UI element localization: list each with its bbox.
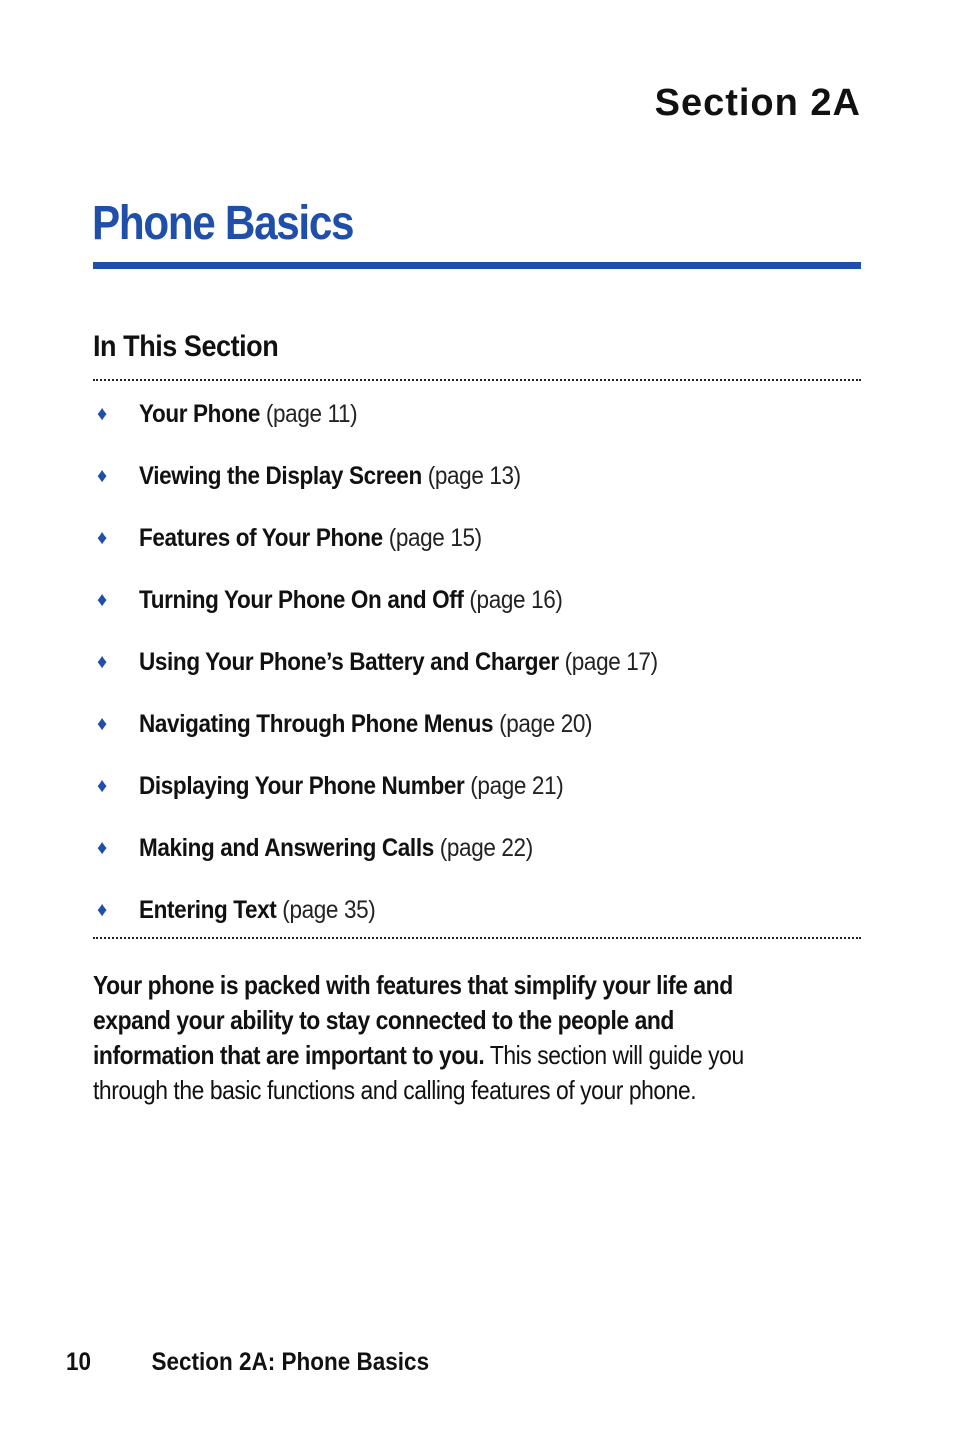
intro-paragraph	[93, 968, 797, 1108]
list-item[interactable]	[93, 766, 861, 828]
list-item[interactable]	[93, 580, 861, 642]
item-page: (page 11)	[265, 400, 358, 428]
item-title: Features of Your Phone	[139, 524, 383, 552]
page-number: 10	[66, 1348, 92, 1376]
diamond-bullet-icon: ♦	[97, 775, 108, 797]
item-page: (page 15)	[388, 524, 482, 552]
item-title: Making and Answering Calls	[139, 834, 434, 862]
diamond-bullet-icon: ♦	[97, 713, 108, 735]
diamond-bullet-icon: ♦	[97, 589, 108, 611]
item-page: (page 17)	[564, 648, 658, 676]
list-item[interactable]	[93, 890, 861, 952]
item-page: (page 16)	[469, 586, 563, 614]
in-this-section-heading: In This Section	[93, 330, 279, 363]
list-item[interactable]	[93, 704, 861, 766]
section-contents-list	[93, 394, 861, 952]
title-rule	[93, 262, 861, 269]
dotted-divider-bottom	[93, 937, 861, 939]
item-page: (page 21)	[470, 772, 564, 800]
item-page: (page 35)	[282, 896, 376, 924]
item-title: Your Phone	[139, 400, 260, 428]
item-title: Turning Your Phone On and Off	[139, 586, 464, 614]
diamond-bullet-icon: ♦	[97, 899, 108, 921]
list-item[interactable]	[93, 642, 861, 704]
item-title: Entering Text	[139, 896, 277, 924]
diamond-bullet-icon: ♦	[97, 403, 108, 425]
intro-bold-text: Your phone is packed with features that simplify your life and expand your ability to stay connected to the people and information that are important to you.	[93, 970, 733, 1070]
item-page: (page 20)	[499, 710, 593, 738]
list-item[interactable]	[93, 394, 861, 456]
diamond-bullet-icon: ♦	[97, 465, 108, 487]
list-item[interactable]	[93, 828, 861, 890]
page-title: Phone Basics	[92, 197, 354, 250]
diamond-bullet-icon: ♦	[97, 651, 108, 673]
page-footer	[66, 1348, 429, 1377]
section-label: Section 2A	[654, 82, 861, 124]
item-title: Using Your Phone’s Battery and Charger	[139, 648, 559, 676]
list-item[interactable]	[93, 518, 861, 580]
running-title: Section 2A: Phone Basics	[151, 1348, 430, 1376]
item-title: Navigating Through Phone Menus	[139, 710, 494, 738]
item-title: Displaying Your Phone Number	[139, 772, 465, 800]
intro-normal-text: This section will guide you through the basic functions and calling features of your phone.	[93, 1040, 744, 1105]
diamond-bullet-icon: ♦	[97, 837, 108, 859]
item-page: (page 22)	[439, 834, 533, 862]
item-page: (page 13)	[427, 462, 521, 490]
dotted-divider-top	[93, 379, 861, 381]
diamond-bullet-icon: ♦	[97, 527, 108, 549]
list-item[interactable]	[93, 456, 861, 518]
item-title: Viewing the Display Screen	[139, 462, 422, 490]
